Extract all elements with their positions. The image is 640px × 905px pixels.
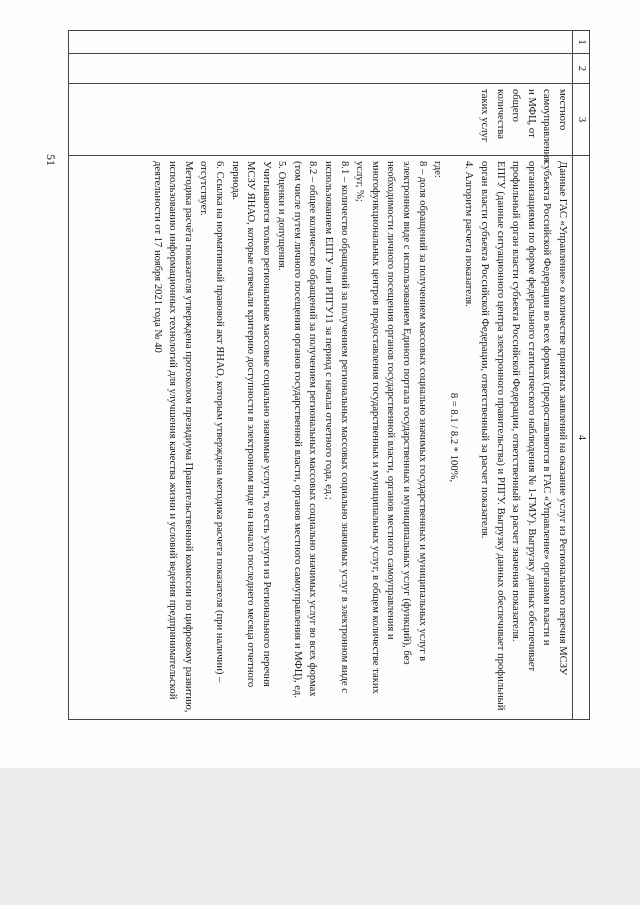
header-col-4: 4 [573, 156, 590, 720]
where-label: где: [432, 161, 444, 178]
cell-col-3 [69, 84, 573, 163]
definition-8: 8 – доля обращений за получением массовых социально значимых государственных и муниципальных услуг в электронном виде с использованием Единого портала государственных и муниципальных услуг (функций), без необходимости личного посещения органов государственной власти, органов местного самоуправления и многофункциональных центров предоставления государственных и муниципальных услуг, в общем количестве таких услуг, %; [354, 161, 428, 694]
cell-col-2 [69, 54, 573, 84]
assumptions-paragraph: Учитываются только региональные массовые социально значимые услуги, то есть услуги из Регионального перечня МСЗУ ЯНАО, которые отвечали критерию доступности в электронном виде на начало последнего месяца отчетного периода. [229, 161, 272, 688]
definition-8-2: 8.2 – общее количество обращений за получением региональных массовых социально значимых услуг во всех формах (том числе путем личного посещения органов государственной власти, органов местного самоуправления и МФЦ), ед. [291, 161, 319, 698]
scan-bottom-margin [0, 768, 640, 905]
rotated-table-wrapper [68, 30, 590, 720]
table-header-row [573, 31, 590, 720]
methodology-paragraph: Методика расчёта показателя утверждена протоколом президиума Правительственной комиссии по цифровому развитию, использованию информационных технологий для улучшения качества жизни и условий ведения предпринимательской деятельности от 17 ноября 2021 года № 40 [151, 161, 194, 713]
cell-col-4 [69, 156, 573, 720]
page-number: 51 [44, 154, 58, 166]
epgu-source-paragraph: ЕПГУ (данные ситуационного центра электронного правительства) и РПГУ. Выгрузку данных обеспечивает профильный орган власти субъекта Российской Федерации, ответственный за расчет показателя. [479, 161, 506, 711]
header-col-2: 2 [573, 54, 590, 84]
header-col-1: 1 [573, 31, 590, 54]
data-source-paragraph: Данные ГАС «Управление» о количестве принятых заявлений на оказание услуг из Регионального перечня МСЗУ субъекта Российской Федерации во всех формах (предоставляются в ГАС «Управление» органами власти и организациями по форме федерального статистического наблюдения № 1-ГМУ). Выгрузку данных обеспечивает профильный орган власти субъекта Российской Федерации, ответственный за расчет значения показателя. [510, 161, 568, 676]
formula: 8 = 8.1 / 8.2 * 100%, [447, 392, 459, 483]
cell-col-1 [69, 31, 573, 54]
definition-8-1: 8.1 – количество обращений за получением региональных массовых социально значимых услуг в электронном виде с использованием ЕПГУ или РПГУ11 за период с начала отчетного года, ед.; [323, 161, 350, 693]
indicator-table [68, 30, 590, 720]
normative-act-paragraph: 6. Ссылка на нормативный правовой акт ЯНАО, которым утверждена методика расчета показателя (при наличии) – отсутствует. [198, 161, 225, 683]
algorithm-heading: 4. Алгоритм расчета показателя. [463, 161, 475, 307]
assumptions-heading: 5. Оценки и допущения. [276, 161, 288, 271]
indicator-name-continuation: местного самоуправления и МФЦ, от общего количества таких услуг [479, 89, 568, 163]
table-row [69, 31, 573, 720]
header-col-3: 3 [573, 84, 590, 156]
